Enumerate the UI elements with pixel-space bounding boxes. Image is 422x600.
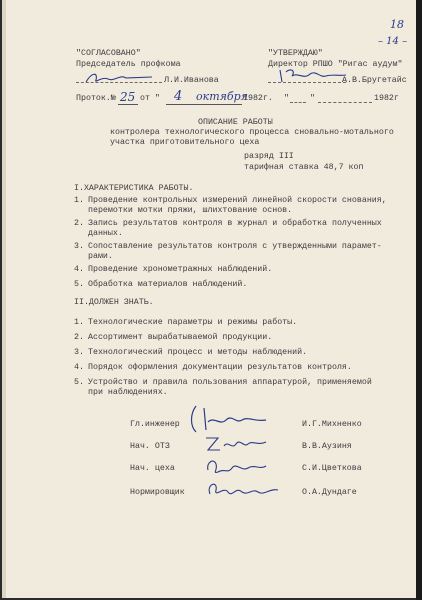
item-number: 1. [74, 318, 84, 327]
item-text: Запись результатов контроля в журнал и обработка полученных [88, 219, 382, 228]
tariff-rate: тарифная ставка 48,7 коп [244, 163, 364, 172]
signatory-role: Гл.инженер [130, 420, 180, 429]
item-number: 3. [74, 348, 84, 357]
protocol-prefix: Проток.№ [76, 94, 116, 103]
chairman-signature [82, 70, 160, 86]
item-number: 2. [74, 333, 84, 342]
protocol-number: 25 [120, 90, 136, 104]
left-position: Председатель профкома [76, 60, 181, 69]
signatory-role: Нач. ОТЗ [130, 442, 170, 451]
signatory-name: И.Г.Михненко [302, 420, 362, 429]
item-text: Устройство и правила пользования аппаратурой, применяемой [88, 378, 372, 387]
protocol-from: от " [140, 94, 160, 103]
protocol-day: 4 [174, 89, 183, 104]
item-text: при наблюдениях. [88, 388, 168, 397]
signatory-name: О.А.Дундаге [302, 488, 357, 497]
approval-stamp-right: "УТВЕРЖДАЮ" [268, 49, 323, 58]
item-text: Обработка материалов наблюдений. [88, 280, 248, 289]
item-number: 5. [74, 378, 84, 387]
item-number: 1. [74, 196, 84, 205]
page-subnumber: – 14 – [378, 36, 408, 47]
document-subtitle-2: участка приготовительного цеха [110, 138, 260, 147]
item-text: Технологический процесс и методы наблюдений. [88, 348, 308, 357]
item-text: Порядок оформления документации результатов контроля. [88, 363, 352, 372]
approval-stamp-left: "СОГЛАСОВАНО" [76, 49, 141, 58]
signatory-name: С.И.Цветкова [302, 464, 362, 473]
right-position: Директор РПШО "Ригас аудум" [268, 60, 403, 69]
ots-head-signature [200, 432, 274, 456]
item-number: 4. [74, 363, 84, 372]
document-subtitle-1: контролера технологического процесса сновально-мотального [110, 128, 394, 137]
document-page [2, 0, 419, 598]
rate-setter-signature [202, 476, 284, 502]
item-text: Проведение контрольных измерений линейной скорости снования, [88, 196, 387, 205]
item-number: 5. [74, 280, 84, 289]
chief-engineer-signature [186, 400, 272, 436]
right-name: А.В.Бругетайс [342, 76, 407, 85]
item-text: Ассортимент вырабатываемой продукции. [88, 333, 273, 342]
grade: разряд III [244, 152, 294, 161]
item-text: Сопоставление результатов контроля с утвержденными парамет- [88, 242, 382, 251]
item-text: данных. [88, 229, 123, 238]
item-text: рами. [88, 252, 113, 261]
left-name: Л.И.Иванова [164, 76, 219, 85]
right-date-mid: " [310, 94, 315, 103]
section-1-heading: I.ХАРАКТЕРИСТИКА РАБОТЫ. [74, 184, 194, 193]
page-number: 18 [390, 18, 404, 31]
section-2-heading: II.ДОЛЖЕН ЗНАТЬ. [74, 298, 154, 307]
item-text: Технологические параметры и режимы работы. [88, 318, 298, 327]
item-number: 4. [74, 265, 84, 274]
signatory-role: Нормировщик [130, 488, 185, 497]
item-text: перемотки мотки пряжи, шлихтование основ. [88, 206, 293, 215]
signatory-name: В.В.Аузиня [302, 442, 352, 451]
item-number: 2. [74, 219, 84, 228]
item-number: 3. [74, 242, 84, 251]
protocol-year: 1982г. [243, 94, 273, 103]
item-text: Проведение хронометражных наблюдений. [88, 265, 273, 274]
document-title: ОПИСАНИЕ РАБОТЫ [198, 118, 273, 127]
signatory-role: Нач. цеха [130, 464, 175, 473]
right-year: 1982г [374, 94, 399, 103]
right-date-open: " [284, 94, 289, 103]
scan-edge [416, 0, 422, 600]
protocol-month: октября [196, 90, 248, 103]
